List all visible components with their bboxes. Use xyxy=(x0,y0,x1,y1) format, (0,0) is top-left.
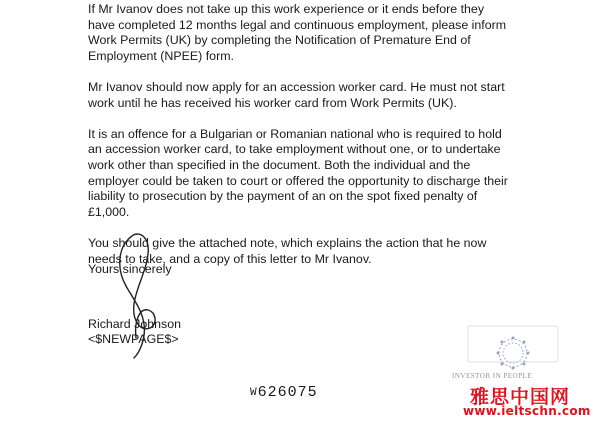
serial-prefix: W xyxy=(250,387,258,399)
paragraph-premature-end: If Mr Ivanov does not take up this work experience or it ends before they have completed 12 months legal and continuous employment, please inform Work Permits (UK) by completing the Notification of Premature End of Employment (NPEE) form. xyxy=(88,2,507,63)
watermark-url: www.ieltschn.com xyxy=(463,404,591,418)
paragraph-offence: It is an offence for a Bulgarian or Romanian national who is required to hold an accession worker card, to take employment without one, or to undertake work other than specified in the document. Both the individual and the employer could be taken to court or offered the opportunity to discharge their liability to prosecution by the payment of an on the spot fixed penalty of £1,000. xyxy=(88,126,508,219)
paragraph-attached-note: You should give the attached note, which explains the action that he now needs to take, and a copy of this letter to Mr Ivanov. xyxy=(88,235,487,266)
closing-salutation: Yours sincerely xyxy=(88,262,172,276)
watermark-chinese-text: 雅思中国网 xyxy=(470,386,571,408)
serial-number xyxy=(250,384,318,401)
page-marker: <$NEWPAGE$> xyxy=(88,332,179,346)
paragraph-worker-card: Mr Ivanov should now apply for an accession worker card. He must not start work until he has received his worker card from Work Permits (UK). xyxy=(88,79,505,110)
signatory-name: Richard Johnson xyxy=(88,317,181,331)
serial-digits: 626075 xyxy=(257,384,318,401)
investor-in-people-text: INVESTOR IN PEOPLE xyxy=(452,372,533,380)
